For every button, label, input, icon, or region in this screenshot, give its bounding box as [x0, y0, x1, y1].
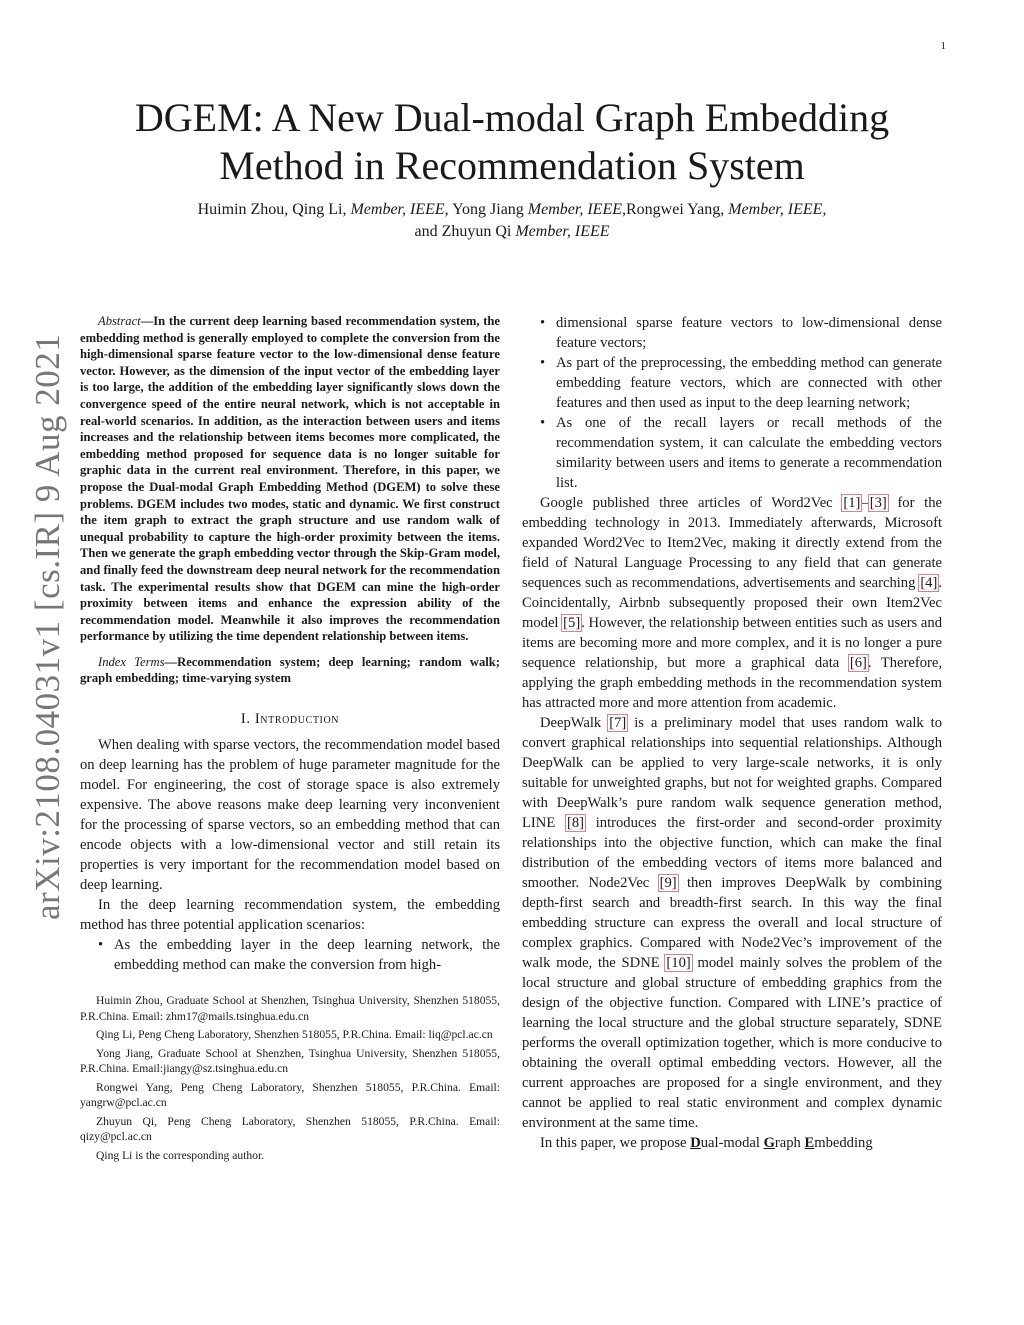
list-item: • As one of the recall layers or recall methods of the recommendation system, it can calculate the embedding vectors similarity between users and items to generate a recommendation list. [556, 413, 942, 493]
index-terms-text: —Recommendation system; deep learning; random walk; graph embedding; time-varying system [80, 654, 500, 686]
list-item: • As part of the preprocessing, the embedding method can generate embedding feature vectors, which are connected with other features and then used as input to the deep learning network; [556, 353, 942, 413]
text-run: Google published three articles of Word2Vec [540, 495, 843, 511]
paper-title [60, 94, 964, 190]
body-paragraph [522, 713, 942, 1133]
text-run: – [861, 495, 869, 511]
text-run: then improves DeepWalk by combining depth-first search and breadth-first search. In this way the final embedding structure can express the overall and local structure of complex graphics. Compared with Node2Vec’s improvement of the walk mode, the SDNE [522, 875, 942, 971]
left-column [80, 313, 500, 1166]
author-names-2: Yong Jiang [448, 201, 528, 218]
citation-link[interactable]: [7] [609, 715, 627, 731]
author-list [80, 199, 944, 243]
text-run: . Therefore, applying the graph embedding methods in the recommendation system has attracted more and more attention from academic. [522, 655, 942, 711]
text-run: introduces the first-order and second-order proximity relationships into the objective function, which can make the final distribution of the embedding vectors of items more balanced and smoother. Node2Vec [522, 815, 942, 891]
title-line-2: Method in Recommendation System [219, 143, 805, 188]
arxiv-identifier[interactable]: arXiv:2108.04031v1 [cs.IR] 9 Aug 2021 [28, 333, 67, 920]
footnote: Rongwei Yang, Peng Cheng Laboratory, Shenzhen 518055, P.R.China. Email: yangrw@pcl.ac.cn [80, 1080, 500, 1110]
acronym-letter: E [804, 1135, 815, 1151]
abstract-label: Abstract [98, 314, 141, 328]
text-run: mbedding [814, 1135, 873, 1151]
text-run: is a preliminary model that uses random walk to convert graphical relationships into sequential relationships. Although DeepWalk can be applied to very large-scale networks, it is only suitable for unweighted graphs, but not for weighted graphs. Compared with DeepWalk’s pure random walk sequence generation method, LINE [522, 715, 943, 831]
citation-link[interactable]: [3] [869, 495, 887, 511]
acronym-letter: D [690, 1135, 701, 1151]
body-paragraph: In the deep learning recommendation system, the embedding method has three potential application scenarios: [80, 897, 500, 934]
author-names-1: Huimin Zhou, Qing Li, [197, 201, 351, 218]
footnote: Qing Li, Peng Cheng Laboratory, Shenzhen 518055, P.R.China. Email: liq@pcl.ac.cn [96, 1028, 493, 1042]
text-run: for the embedding technology in 2013. Immediately afterwards, Microsoft expanded Word2Vec to Item2Vec, making it directly extend from the field of Natural Language Processing to any field that can generate sequences such as recommendations, advertisements and searching [522, 495, 942, 591]
citation-link[interactable]: [8] [566, 815, 584, 831]
body-paragraph [522, 1133, 942, 1153]
body-paragraph [522, 493, 942, 713]
list-item: • As the embedding layer in the deep learning network, the embedding method can make the conversion from high- [114, 935, 500, 975]
abstract-text: —In the current deep learning based recommendation system, the embedding method is generally employed to complete the conversion from the high-dimensional sparse feature vector to the low-dimensional dense feature vector. However, as the dimension of the input vector of the embedding layer is too large, the addition of the embedding layer significantly slows down the convergence speed of the entire neural network, which is not acceptable in real-world scenarios. In addition, as the interaction between users and items increases and the relationship between items becomes more complicated, the embedding method proposed for sequence data is no longer suitable for graphic data in the current real environment. Therefore, in this paper, we propose the Dual-modal Graph Embedding Method (DGEM) to solve these problems. DGEM includes two modes, static and dynamic. We first construct the item graph to extract the graph structure and use random walk of unequal probability to capture the high-order proximity between the items. Then we generate the graph embedding vector through the Skip-Gram model, and finally feed the downstream deep neural network for the recommendation task. The experimental results show that DGEM can mine the high-order proximity between items and enhance the expression ability of the recommendation model. Meanwhile it also improves the recommendation performance by utilizing the time dependent relationship between items. [80, 314, 500, 644]
text-run: In this paper, we propose [540, 1135, 691, 1151]
citation-link[interactable]: [5] [563, 615, 581, 631]
footnote: Huimin Zhou, Graduate School at Shenzhen, Tsinghua University, Shenzhen 518055, P.R.China. Email: zhm17@mails.tsinghua.edu.cn [80, 994, 500, 1023]
text-run: . However, the relationship between entities such as users and items are becoming more and more complex, and it is no longer a pure sequence relationship, but more a graphical data [522, 615, 942, 671]
text-run: DeepWalk [540, 715, 609, 731]
text-run: ual-modal [700, 1135, 764, 1151]
citation-link[interactable]: [4] [920, 575, 938, 591]
citation-link[interactable]: [1] [843, 495, 861, 511]
author-role-1: Member, IEEE, [350, 201, 449, 218]
footnote: Yong Jiang, Graduate School at Shenzhen, Tsinghua University, Shenzhen 518055, P.R.China. Email:jiangy@sz.tsinghua.edu.cn [80, 1046, 500, 1076]
list-item-continuation [556, 313, 942, 353]
author-names-4: and Zhuyun Qi [414, 223, 516, 240]
index-terms [80, 654, 500, 687]
section-title: Introduction [254, 711, 340, 728]
footnote: Qing Li is the corresponding author. [96, 1148, 265, 1162]
footnote: Zhuyun Qi, Peng Cheng Laboratory, Shenzhen 518055, P.R.China. Email: qizy@pcl.ac.cn [80, 1114, 500, 1144]
acronym-letter: G [763, 1135, 775, 1151]
scenario-list [80, 935, 500, 975]
text-run: raph [774, 1135, 805, 1151]
author-line-1 [80, 199, 944, 221]
author-role-2: Member, IEEE, [527, 201, 626, 218]
right-column [522, 313, 942, 1153]
author-names-3: Rongwei Yang, [625, 201, 729, 218]
text-run: . Coincidentally, Airbnb subsequently proposed their own Item2Vec model [522, 575, 942, 631]
author-line-2 [80, 221, 944, 243]
citation-link[interactable]: [9] [659, 875, 677, 891]
section-numeral: I. [240, 711, 255, 728]
index-terms-label: Index Terms [98, 654, 165, 669]
body-paragraph: When dealing with sparse vectors, the recommendation model based on deep learning has the problem of huge parameter magnitude for the model. For engineering, the cost of storage space is also extremely expensive. The above reasons make deep learning very inconvenient for the processing of sparse vectors, so an embedding method that can encode objects with a low-dimensional vector and still retain its properties is very important for the recommendation model based on deep learning. [80, 737, 500, 894]
scenario-list-continued [522, 313, 942, 493]
list-item-text: dimensional sparse feature vectors to low-dimensional dense feature vectors; [556, 315, 942, 351]
author-role-4: Member, IEEE [515, 223, 610, 240]
citation-link[interactable]: [10] [666, 955, 691, 971]
page-number: 1 [940, 40, 946, 52]
citation-link[interactable]: [6] [849, 655, 867, 671]
abstract [80, 313, 500, 645]
title-line-1: DGEM: A New Dual-modal Graph Embedding [134, 95, 890, 140]
author-footnotes [80, 993, 500, 1163]
author-role-3: Member, IEEE, [728, 201, 827, 218]
section-heading-introduction [80, 709, 500, 729]
text-run: model mainly solves the problem of the local structure and global structure of embedding graphics from the design of the objective function. Compared with LINE’s practice of learning the local structure and the global structure separately, SDNE performs the overall optimization together, which is more conducive to obtaining the overall optimal embedding vectors. However, all the current approaches are proposed for a single environment, and they cannot be applied to real static environment and complex dynamic environment at the same time. [522, 955, 942, 1131]
